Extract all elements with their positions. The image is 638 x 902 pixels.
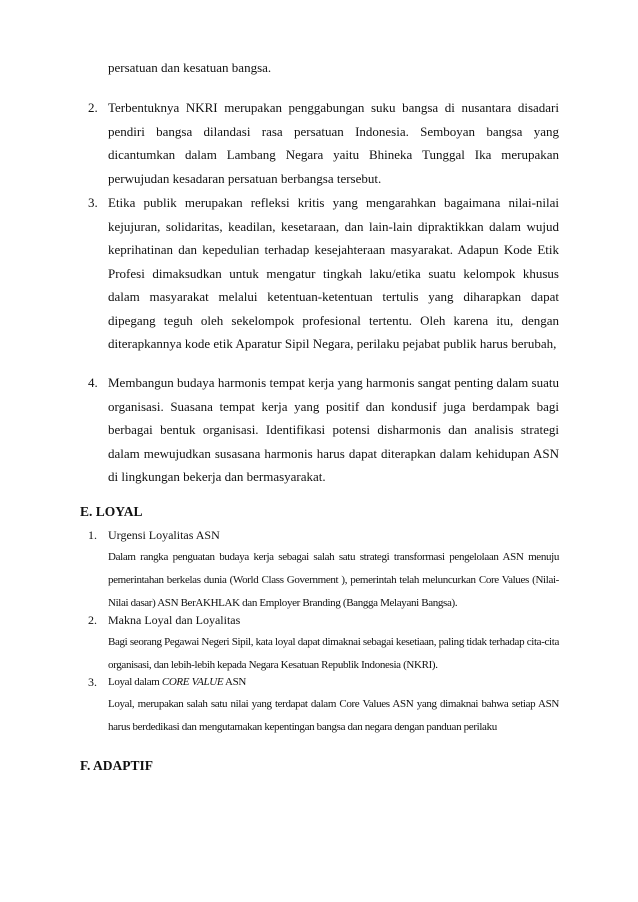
loyal-item-3-title-emphasis: CORE VALUE xyxy=(161,676,224,688)
section-heading-loyal: E. LOYAL xyxy=(80,504,143,519)
list-number-4: 4. xyxy=(88,375,98,390)
loyal-item-2-title: Makna Loyal dan Loyalitas xyxy=(108,613,241,627)
list-number-3: 3. xyxy=(88,195,98,210)
list-item-2: Terbentuknya NKRI merupakan penggabungan suku bangsa di nusantara disadari pendiri bangsa dilandasi rasa persatuan Indonesia. Semboyan bangsa yang dicantumkan dalam Lambang Negara yaitu Bhineka Tunggal Ika merupakan perwujudan kesadaran persatuan berbangsa tersebut. xyxy=(108,100,559,186)
loyal-number-3: 3. xyxy=(88,675,97,689)
list-item-3: Etika publik merupakan refleksi kritis yang mengarahkan bagaimana nilai-nilai kejujuran, solidaritas, keadilan, kesetaraan, dan lain-lain dipraktikkan dalam wujud keprihatinan dan kepedulian terhadap kesejahteraan masyarakat. Adapun Kode Etik Profesi dimaksudkan untuk mengatur tingkah laku/etika suatu kelompok khusus dalam masyarakat melalui ketentuan-ketentuan tertulis yang diharapkan dapat dipegang teguh oleh sekelompok profesional tertentu. Oleh karena itu, dengan diterapkannya kode etik Aparatur Sipil Negara, perilaku pejabat publik harus berubah, xyxy=(108,195,559,351)
list-item-4: Membangun budaya harmonis tempat kerja yang harmonis sangat penting dalam suatu organisasi. Suasana tempat kerja yang positif dan kondusif juga berdampak bagi berbagai bentuk organisasi. Identifikasi potensi disharmonis dan analisis strategi dalam mewujudkan susasana harmonis harus dapat diterapkan dalam kehidupan ASN di lingkungan bekerja dan bermasyarakat. xyxy=(108,375,559,484)
section-heading-adaptif: F. ADAPTIF xyxy=(80,758,154,773)
loyal-number-1: 1. xyxy=(88,528,97,542)
loyal-item-3-title-pre: Loyal dalam xyxy=(108,676,162,688)
list-number-2: 2. xyxy=(88,100,98,115)
loyal-item-3-text: Loyal, merupakan salah satu nilai yang terdapat dalam Core Values ASN yang dimaknai bahwa setiap ASN harus berdedikasi dan mengutamakan kepentingan bangsa dan negara dengan panduan perilaku xyxy=(108,698,559,733)
loyal-item-1-text: Dalam rangka penguatan budaya kerja sebagai salah satu strategi transformasi pengelolaan ASN menuju pemerintahan berkelas dunia (World Class Government ), pemerintah telah meluncurkan Core Values (Nilai-Nilai dasar) ASN BerAKHLAK dan Employer Branding (Bangga Melayani Bangsa). xyxy=(108,551,559,609)
loyal-number-2: 2. xyxy=(88,613,97,627)
loyal-item-1-title: Urgensi Loyalitas ASN xyxy=(108,528,220,542)
loyal-item-3-title-post: ASN xyxy=(223,676,246,688)
list-item-1-continuation: persatuan dan kesatuan bangsa. xyxy=(108,60,272,75)
loyal-item-2-text: Bagi seorang Pegawai Negeri Sipil, kata loyal dapat dimaknai sebagai kesetiaan, paling tidak terhadap cita-cita organisasi, dan lebih-lebih kepada Negara Kesatuan Republik Indonesia (NKRI). xyxy=(108,636,559,671)
loyal-item-3-title xyxy=(108,671,559,694)
